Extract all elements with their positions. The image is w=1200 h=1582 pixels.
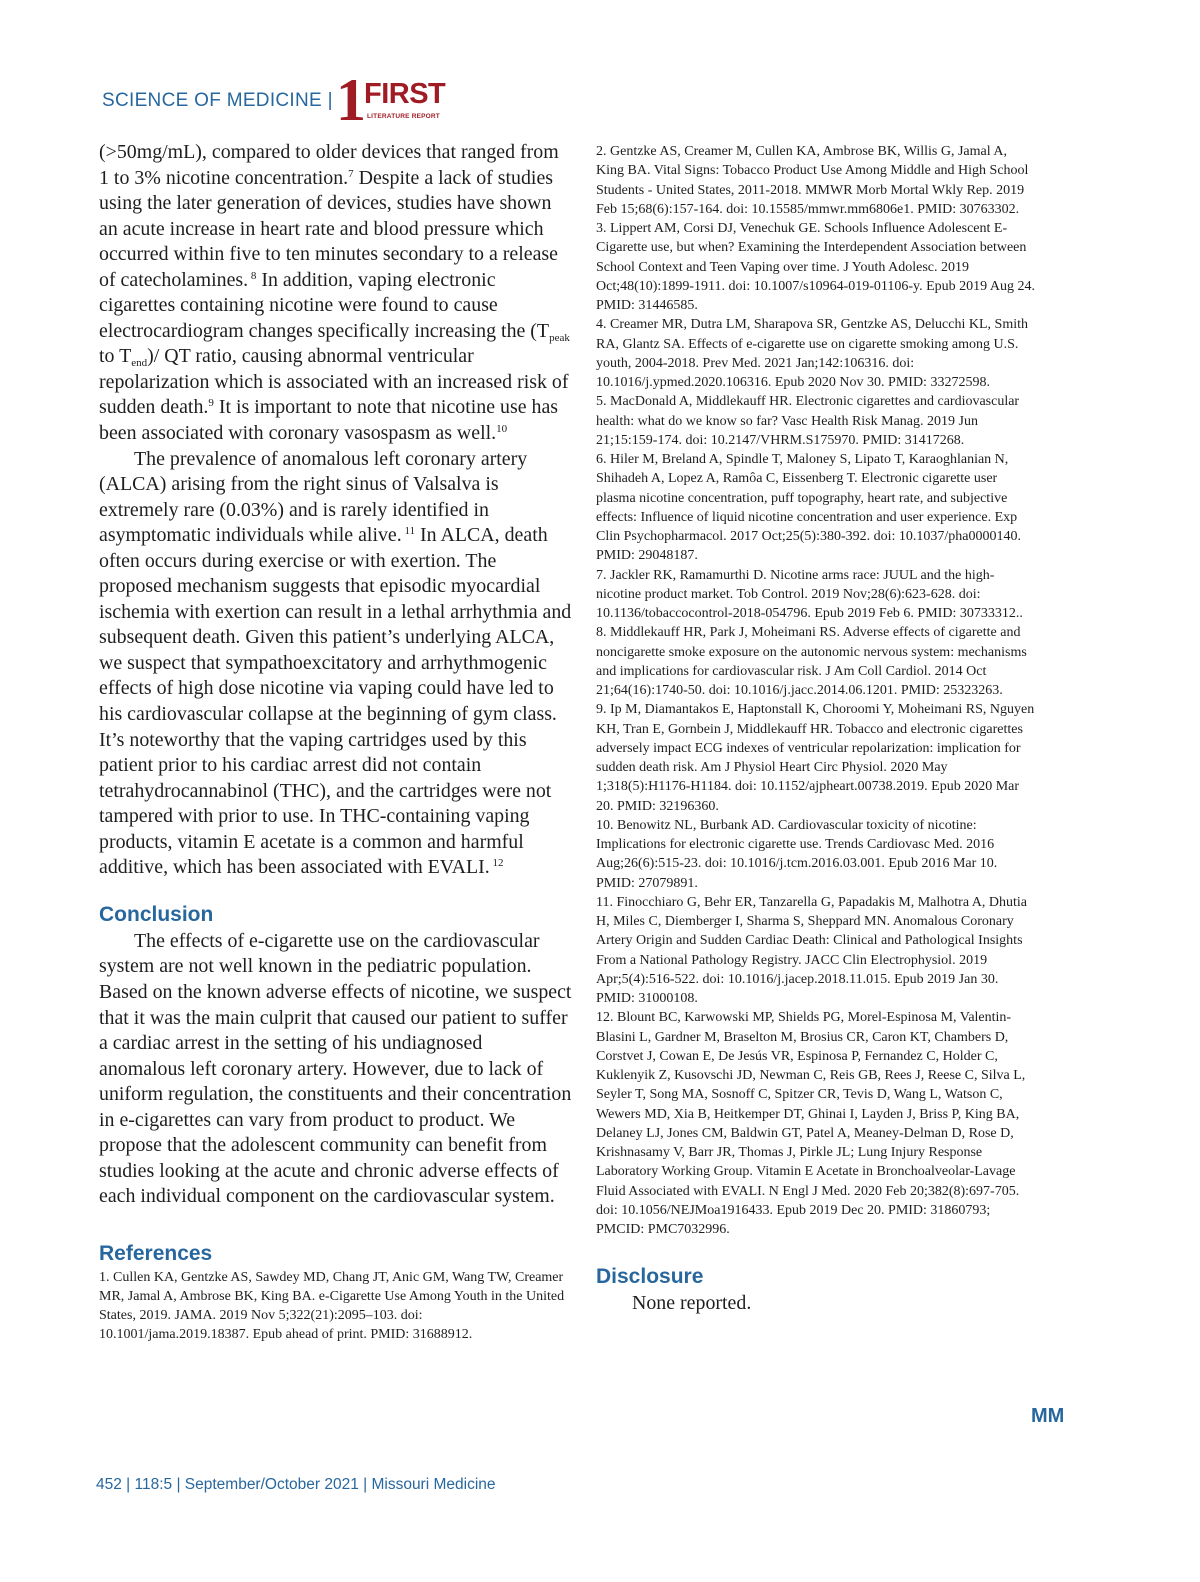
reference-item: 2. Gentzke AS, Creamer M, Cullen KA, Ambrose BK, Willis G, Jamal A, King BA. Vital Signs: Tobacco Product Use Among Middle and High School Students - United States, 2011-2018. MMWR Morb Mortal Wkly Rep. 2019 Feb 15;68(6):157-164. doi: 10.15585/mmwr.mm6806e1. PMID: 30763302.	[596, 144, 1029, 217]
reference-item: 5. MacDonald A, Middlekauff HR. Electronic cigarettes and cardiovascular health: what do we know so far? Vasc Health Risk Manag. 2019 Jun 21;15:159-174. doi: 10.2147/VHRM.S175970. PMID: 31417268.	[596, 394, 1020, 448]
reference-item: 11. Finocchiaro G, Behr ER, Tanzarella G, Papadakis M, Malhotra A, Dhutia H, Miles C, Diemberger I, Sharma S, Sheppard MN. Anomalous Coronary Artery Origin and Sudden Cardiac Death: Clinical and Pathological Insights From a National Pathology Registry. JACC Clin Electrophysiol. 2019 Apr;5(4):516-522. doi: 10.1016/j.jacep.2018.11.015. Epub 2019 Jan 30. PMID: 31000108.	[596, 894, 1027, 1006]
citation-ref: 11	[401, 525, 416, 538]
article-body	[99, 140, 573, 881]
logo-subtitle: LITERATURE REPORT	[367, 113, 440, 120]
citation-ref: 9	[208, 397, 214, 410]
page-footer: 452 | 118:5 | September/October 2021 | Missouri Medicine	[96, 1476, 496, 1493]
reference-item: 8. Middlekauff HR, Park J, Moheimani RS. Adverse effects of cigarette and noncigarette smoke exposure on the autonomic nervous system: mechanisms and implications for cardiovascular risk. J Am Coll Cardiol. 2014 Oct 21;64(16):1740-50. doi: 10.1016/j.jacc.2014.06.1201. PMID: 25323263.	[596, 625, 1027, 698]
paragraph-nicotine-effects: (>50mg/mL), compared to older devices that ranged from 1 to 3% nicotine concentration.$^7$ Despite a lack of studies using the later generation of devices, studies have shown an acute increase in heart rate and blood pressure which occurred within five to ten minutes secondary to a release of catecholamines. $^8$ In addition, vaping electronic cigarettes containing nicotine were found to cause electrocardiogram changes specifically increasing the ($T_{peak}$ to $T_{end})/$ QT ratio, causing abnormal ventricular repolarization which is associated with an increased risk of sudden death.$^9$ It is important to note that nicotine use has been associated with coronary vasospasm as well.$^{10}$	[99, 141, 570, 445]
first-literature-report-logo	[336, 67, 448, 133]
reference-item: 12. Blount BC, Karwowski MP, Shields PG, Morel-Espinosa M, Valentin-Blasini L, Gardner M, Braselton M, Brosius CR, Caron KT, Chambers D, Corstvet J, Cowan E, De Jesús VR, Espinosa P, Fernandez C, Holder C, Kuklenyik Z, Kusovschi JD, Newman C, Reis GB, Rees J, Reese C, Silva L, Seyler T, Song MA, Sosnoff C, Spitzer CR, Tevis D, Wang L, Watson C, Wewers MD, Xia B, Heitkemper DT, Ghinai I, Layden J, Briss P, King BA, Delaney LJ, Jones CM, Baldwin GT, Patel A, Meaney-Delman D, Rose D, Krishnasamy V, Barr JR, Thomas J, Pirkle JL; Lung Injury Response Laboratory Working Group. Vitamin E Acetate in Bronchoalveolar-Lavage Fluid Associated with EVALI. N Engl J Med. 2020 Feb 20;382(8):697-705. doi: 10.1056/NEJMoa1916433. Epub 2019 Dec 20. PMID: 31860793; PMCID: PMC7032996.	[596, 1010, 1026, 1237]
references-heading: References	[99, 1241, 213, 1265]
citation-ref: 8	[248, 269, 257, 282]
reference-item-1: 1. Cullen KA, Gentzke AS, Sawdey MD, Chang JT, Anic GM, Wang TW, Creamer MR, Jamal A, Ambrose BK, King BA. e-Cigarette Use Among Youth in the United States, 2019. JAMA. 2019 Nov 5;322(21):2095–103. doi: 10.1001/jama.2019.18387. Epub ahead of print. PMID: 31688912.	[99, 1269, 565, 1343]
logo-numeral: 1	[336, 67, 366, 133]
conclusion-paragraph: The effects of e-cigarette use on the cardiovascular system are not well known in the pediatric population. Based on the known adverse effects of nicotine, we suspect that it was the main culprit that caused our patient to suffer a cardiac arrest in the setting of his undiagnosed anomalous left coronary artery. However, due to lack of uniform regulation, the constituents and their concentration in e-cigarettes can vary from product to product. We propose that the adolescent community can benefit from studies looking at the acute and chronic adverse effects of each individual component on the cardiovascular system.	[99, 929, 572, 1208]
right-column	[596, 142, 1038, 1316]
disclosure-heading: Disclosure	[596, 1265, 704, 1289]
citation-ref: 10	[496, 423, 508, 436]
reference-list	[596, 142, 1038, 1239]
reference-item: 4. Creamer MR, Dutra LM, Sharapova SR, Gentzke AS, Delucchi KL, Smith RA, Glantz SA. Effects of e-cigarette use on cigarette smoking among U.S. youth, 2004-2018. Prev Med. 2021 Jan;142:106316. doi: 10.1016/j.ypmed.2020.106316. Epub 2020 Nov 30. PMID: 33272598.	[596, 317, 1028, 390]
citation-ref: 7	[348, 167, 354, 180]
paragraph-alca: The prevalence of anomalous left coronary artery (ALCA) arising from the right sinus of Valsalva is extremely rare (0.03%) and is rarely identified in asymptomatic individuals while alive. $^{11}$ In ALCA, death often occurs during exercise or with exertion. The proposed mechanism suggests that episodic myocardial ischemia with exertion can result in a lethal arrhythmia and subsequent death. Given this patient’s underlying ALCA, we suspect that sympathoexcitatory and arrhythmogenic effects of high dose nicotine via vaping could have led to his cardiovascular collapse at the beginning of gym class. It’s noteworthy that the vaping cartridges used by this patient prior to his cardiac arrest did not contain tetrahydrocannabinol (THC), and the cartridges were not tampered with prior to use. In THC-containing vaping products, vitamin E acetate is a common and harmful additive, which has been associated with EVALI. $^{12}$	[99, 447, 572, 879]
reference-item: 9. Ip M, Diamantakos E, Haptonstall K, Choroomi Y, Moheimani RS, Nguyen KH, Tran E, Gornbein J, Middlekauff HR. Tobacco and electronic cigarettes adversely impact ECG indexes of ventricular repolarization: implication for sudden death risk. Am J Physiol Heart Circ Physiol. 2020 May 1;318(5):H1176-H1184. doi: 10.1152/ajpheart.00738.2019. Epub 2020 Mar 20. PMID: 32196360.	[596, 702, 1035, 814]
conclusion-section	[99, 929, 573, 1210]
running-header	[100, 67, 600, 133]
reference-item: 10. Benowitz NL, Burbank AD. Cardiovascular toxicity of nicotine: Implications for electronic cigarette use. Trends Cardiovasc Med. 2016 Aug;26(6):515-23. doi: 10.1016/j.tcm.2016.03.001. Epub 2016 Mar 10. PMID: 27079891.	[596, 817, 998, 891]
left-column	[99, 140, 573, 1345]
disclosure-text: None reported.	[632, 1292, 752, 1315]
section-label: SCIENCE OF MEDICINE |	[102, 90, 333, 111]
reference-item: 6. Hiler M, Breland A, Spindle T, Maloney S, Lipato T, Karaoghlanian N, Shihadeh A, Lopez A, Ramôa C, Eissenberg T. Electronic cigarette user plasma nicotine concentration, puff topography, heart rate, and subjective effects: Influence of liquid nicotine concentration and user experience. Exp Clin Psychopharmacol. 2017 Oct;25(5):380-392. doi: 10.1037/pha0000140. PMID: 29048187.	[596, 452, 1022, 564]
conclusion-heading: Conclusion	[99, 902, 214, 926]
end-mark: MM	[1031, 1405, 1065, 1427]
reference-item: 3. Lippert AM, Corsi DJ, Venechuk GE. Schools Influence Adolescent E-Cigarette use, but when? Examining the Interdependent Association between School Context and Teen Vaping over time. J Youth Adolesc. 2019 Oct;48(10):1899-1911. doi: 10.1007/s10964-019-01106-y. Epub 2019 Aug 24. PMID: 31446585.	[596, 221, 1036, 313]
reference-item: 7. Jackler RK, Ramamurthi D. Nicotine arms race: JUUL and the high-nicotine product market. Tob Control. 2019 Nov;28(6):623-628. doi: 10.1136/tobaccocontrol-2018-054796. Epub 2019 Feb 6. PMID: 30733312..	[596, 567, 1023, 621]
logo-word: FIRST	[364, 78, 446, 110]
citation-ref: 12	[489, 857, 504, 870]
